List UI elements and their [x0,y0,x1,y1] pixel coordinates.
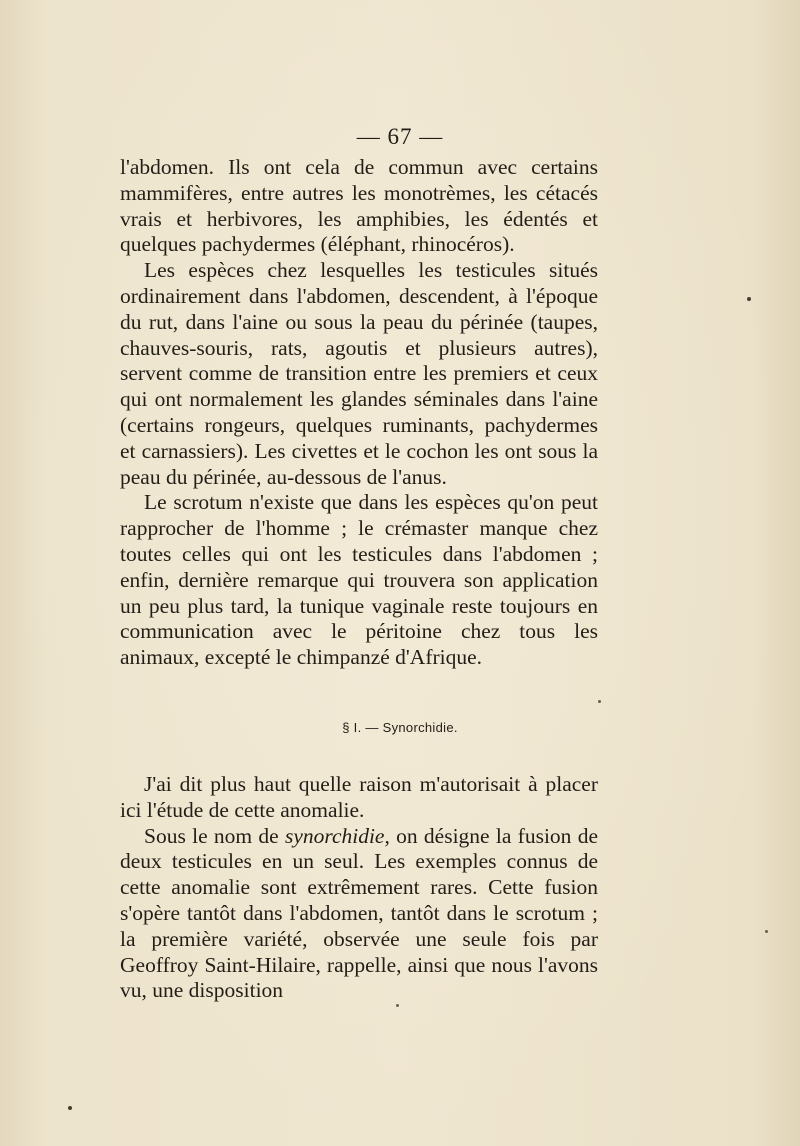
paper-speck [396,1004,399,1007]
paragraph-text: Sous le nom de [144,823,285,848]
page-number: — 67 — [356,124,444,149]
paragraph: l'abdomen. Ils ont cela de commun avec certains mammifères, entre autres les monotrèmes, les cétacés vrais et herbivores, les amphibies, les édentés et quelques pachydermes (éléphant, rhinocéros). [120,155,598,257]
text-block-bottom [120,772,598,1004]
paragraph: Le scrotum n'existe que dans les espèces qu'on peut rapprocher de l'homme ; le crémaster manque chez toutes celles qui ont les testicules dans l'abdomen ; enfin, dernière remarque qui trouvera son application un peu plus tard, la tunique vaginale reste toujours en communication avec le péritoine chez tous les animaux, excepté le chimpanzé d'Afrique. [120,490,598,670]
paper-speck [747,297,751,301]
paper-speck [598,700,601,703]
italic-term: synorchidie [284,823,385,848]
paragraph [120,824,598,1005]
paragraph-text: , on désigne la fusion de deux testicules en un seul. Les exemples connus de cette anomalie sont extrêmement rares. Cette fusion s'opère tantôt dans l'abdomen, tantôt dans le scrotum ; la première variété, observée une seule fois par Geoffroy Saint-Hilaire, rappelle, ainsi que nous l'avons vu, une disposition [120,823,598,1003]
paper-speck [765,930,768,933]
text-block-top [120,155,598,671]
paragraph: J'ai dit plus haut quelle raison m'autorisait à placer ici l'étude de cette anomalie. [120,772,598,822]
paragraph: Les espèces chez lesquelles les testicules situés ordinairement dans l'abdomen, descendent, à l'époque du rut, dans l'aine ou sous la peau du périnée (taupes, chauves-souris, rats, agoutis et plusieurs autres), servent comme de transition entre les premiers et ceux qui ont normalement les glandes séminales dans l'aine (certains rongeurs, quelques ruminants, pachydermes et carnassiers). Les civettes et le cochon les ont sous la peau du périnée, au-dessous de l'anus. [120,258,598,489]
paper-speck [68,1106,72,1110]
section-heading: § I. — Synorchidie. [342,720,458,735]
